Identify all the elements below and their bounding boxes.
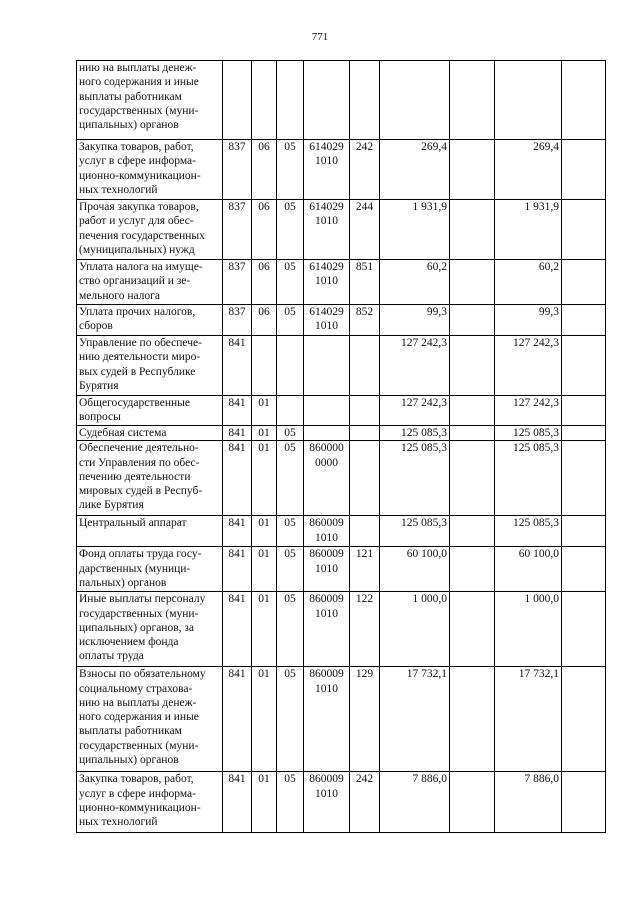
amount-4-cell [562,592,606,667]
subsection-code-cell: 05 [277,200,304,260]
ministry-code-cell: 841 [223,426,252,441]
table-row [77,200,606,260]
target-item-code-cell: 860009 1010 [304,516,350,547]
amount-1-cell: 125 085,3 [380,441,450,516]
table-row [77,547,606,592]
expense-type-code-cell: 244 [350,200,380,260]
target-item-code-cell: 860009 1010 [304,772,350,833]
section-code-cell: 01 [252,441,277,516]
subsection-code-cell: 05 [277,305,304,336]
amount-1-cell: 125 085,3 [380,426,450,441]
target-item-code-cell: 860000 0000 [304,441,350,516]
amount-1-cell: 1 931,9 [380,200,450,260]
table-row [77,516,606,547]
target-item-code-cell [304,426,350,441]
row-name-cell: Уплата прочих налогов, сборов [77,305,223,336]
amount-2-cell [450,305,495,336]
table-row [77,592,606,667]
amount-4-cell [562,200,606,260]
amount-1-cell: 125 085,3 [380,516,450,547]
table-row [77,426,606,441]
amount-2-cell [450,426,495,441]
subsection-code-cell [277,396,304,426]
expense-type-code-cell: 129 [350,667,380,772]
amount-2-cell [450,200,495,260]
row-name-cell: нию на выплаты денеж- ного содержания и иные выплаты работникам государственных (муни- ципальных) органов [77,61,223,140]
expense-type-code-cell [350,396,380,426]
amount-2-cell [450,61,495,140]
ministry-code-cell: 841 [223,336,252,396]
subsection-code-cell [277,61,304,140]
ministry-code-cell: 837 [223,260,252,305]
amount-2-cell [450,592,495,667]
amount-2-cell [450,441,495,516]
section-code-cell: 01 [252,396,277,426]
table-body [77,61,606,833]
subsection-code-cell [277,336,304,396]
row-name-cell: Закупка товаров, работ, услуг в сфере информа- ционно-коммуникацион- ных технологий [77,772,223,833]
table-row [77,441,606,516]
table-row [77,772,606,833]
row-name-cell: Закупка товаров, работ, услуг в сфере информа- ционно-коммуникацион- ных технологий [77,140,223,200]
target-item-code-cell [304,336,350,396]
row-name-cell: Взносы по обязательному социальному страхова- нию на выплаты денеж- ного содержания и иные выплаты работникам государственных (муни- ципальных) органов [77,667,223,772]
amount-3-cell: 60,2 [495,260,562,305]
amount-2-cell [450,396,495,426]
amount-2-cell [450,260,495,305]
amount-3-cell: 127 242,3 [495,396,562,426]
ministry-code-cell: 837 [223,140,252,200]
table-row [77,260,606,305]
expense-type-code-cell [350,336,380,396]
amount-1-cell: 127 242,3 [380,396,450,426]
amount-1-cell: 17 732,1 [380,667,450,772]
table-row [77,305,606,336]
table-row [77,396,606,426]
subsection-code-cell: 05 [277,547,304,592]
subsection-code-cell: 05 [277,441,304,516]
table-row [77,61,606,140]
amount-4-cell [562,140,606,200]
amount-4-cell [562,396,606,426]
amount-1-cell: 127 242,3 [380,336,450,396]
section-code-cell [252,336,277,396]
amount-2-cell [450,667,495,772]
expense-type-code-cell: 851 [350,260,380,305]
ministry-code-cell: 841 [223,516,252,547]
table-row [77,140,606,200]
amount-4-cell [562,260,606,305]
section-code-cell: 06 [252,260,277,305]
row-name-cell: Судебная система [77,426,223,441]
amount-4-cell [562,61,606,140]
table-row [77,667,606,772]
amount-1-cell: 99,3 [380,305,450,336]
amount-3-cell: 125 085,3 [495,441,562,516]
ministry-code-cell: 841 [223,547,252,592]
row-name-cell: Управление по обеспече- нию деятельности миро- вых судей в Республике Бурятия [77,336,223,396]
amount-3-cell: 125 085,3 [495,426,562,441]
amount-2-cell [450,516,495,547]
page-number: 771 [311,31,329,43]
amount-4-cell [562,547,606,592]
target-item-code-cell: 614029 1010 [304,260,350,305]
amount-3-cell [495,61,562,140]
expense-type-code-cell: 122 [350,592,380,667]
section-code-cell: 01 [252,772,277,833]
ministry-code-cell: 841 [223,441,252,516]
subsection-code-cell: 05 [277,426,304,441]
expense-type-code-cell: 121 [350,547,380,592]
section-code-cell: 06 [252,140,277,200]
target-item-code-cell: 860009 1010 [304,547,350,592]
section-code-cell [252,61,277,140]
row-name-cell: Центральный аппарат [77,516,223,547]
section-code-cell: 06 [252,200,277,260]
section-code-cell: 06 [252,305,277,336]
amount-4-cell [562,426,606,441]
amount-1-cell: 60,2 [380,260,450,305]
amount-3-cell: 269,4 [495,140,562,200]
row-name-cell: Обеспечение деятельно- сти Управления по обес- печению деятельности мировых судей в Респуб- лике Бурятия [77,441,223,516]
target-item-code-cell: 860009 1010 [304,592,350,667]
amount-3-cell: 125 085,3 [495,516,562,547]
amount-2-cell [450,547,495,592]
section-code-cell: 01 [252,426,277,441]
ministry-code-cell: 841 [223,772,252,833]
amount-1-cell: 269,4 [380,140,450,200]
ministry-code-cell: 837 [223,305,252,336]
expense-type-code-cell [350,516,380,547]
amount-3-cell: 60 100,0 [495,547,562,592]
amount-2-cell [450,336,495,396]
target-item-code-cell: 860009 1010 [304,667,350,772]
subsection-code-cell: 05 [277,260,304,305]
table-row [77,336,606,396]
target-item-code-cell: 614029 1010 [304,140,350,200]
amount-3-cell: 17 732,1 [495,667,562,772]
amount-4-cell [562,772,606,833]
row-name-cell: Фонд оплаты труда госу- дарственных (муници- пальных) органов [77,547,223,592]
amount-4-cell [562,667,606,772]
expense-type-code-cell: 852 [350,305,380,336]
section-code-cell: 01 [252,547,277,592]
subsection-code-cell: 05 [277,516,304,547]
subsection-code-cell: 05 [277,140,304,200]
ministry-code-cell: 841 [223,396,252,426]
target-item-code-cell: 614029 1010 [304,200,350,260]
row-name-cell: Общегосударственные вопросы [77,396,223,426]
subsection-code-cell: 05 [277,667,304,772]
section-code-cell: 01 [252,516,277,547]
amount-3-cell: 1 931,9 [495,200,562,260]
amount-3-cell: 1 000,0 [495,592,562,667]
row-name-cell: Прочая закупка товаров, работ и услуг для обес- печения государственных (муниципальных) нужд [77,200,223,260]
target-item-code-cell [304,61,350,140]
amount-3-cell: 99,3 [495,305,562,336]
amount-4-cell [562,336,606,396]
amount-1-cell [380,61,450,140]
amount-3-cell: 127 242,3 [495,336,562,396]
row-name-cell: Уплата налога на имуще- ство организаций и зе- мельного налога [77,260,223,305]
amount-4-cell [562,305,606,336]
expense-type-code-cell [350,441,380,516]
amount-1-cell: 1 000,0 [380,592,450,667]
amount-1-cell: 60 100,0 [380,547,450,592]
target-item-code-cell: 614029 1010 [304,305,350,336]
expense-type-code-cell [350,426,380,441]
ministry-code-cell: 841 [223,667,252,772]
amount-4-cell [562,516,606,547]
expense-type-code-cell: 242 [350,140,380,200]
target-item-code-cell [304,396,350,426]
expense-type-code-cell: 242 [350,772,380,833]
amount-2-cell [450,140,495,200]
subsection-code-cell: 05 [277,592,304,667]
expense-type-code-cell [350,61,380,140]
budget-table [76,60,606,833]
ministry-code-cell: 841 [223,592,252,667]
amount-1-cell: 7 886,0 [380,772,450,833]
ministry-code-cell: 837 [223,200,252,260]
amount-4-cell [562,441,606,516]
section-code-cell: 01 [252,667,277,772]
section-code-cell: 01 [252,592,277,667]
amount-3-cell: 7 886,0 [495,772,562,833]
amount-2-cell [450,772,495,833]
ministry-code-cell [223,61,252,140]
row-name-cell: Иные выплаты персоналу государственных (муни- ципальных) органов, за исключением фонда оплаты труда [77,592,223,667]
subsection-code-cell: 05 [277,772,304,833]
